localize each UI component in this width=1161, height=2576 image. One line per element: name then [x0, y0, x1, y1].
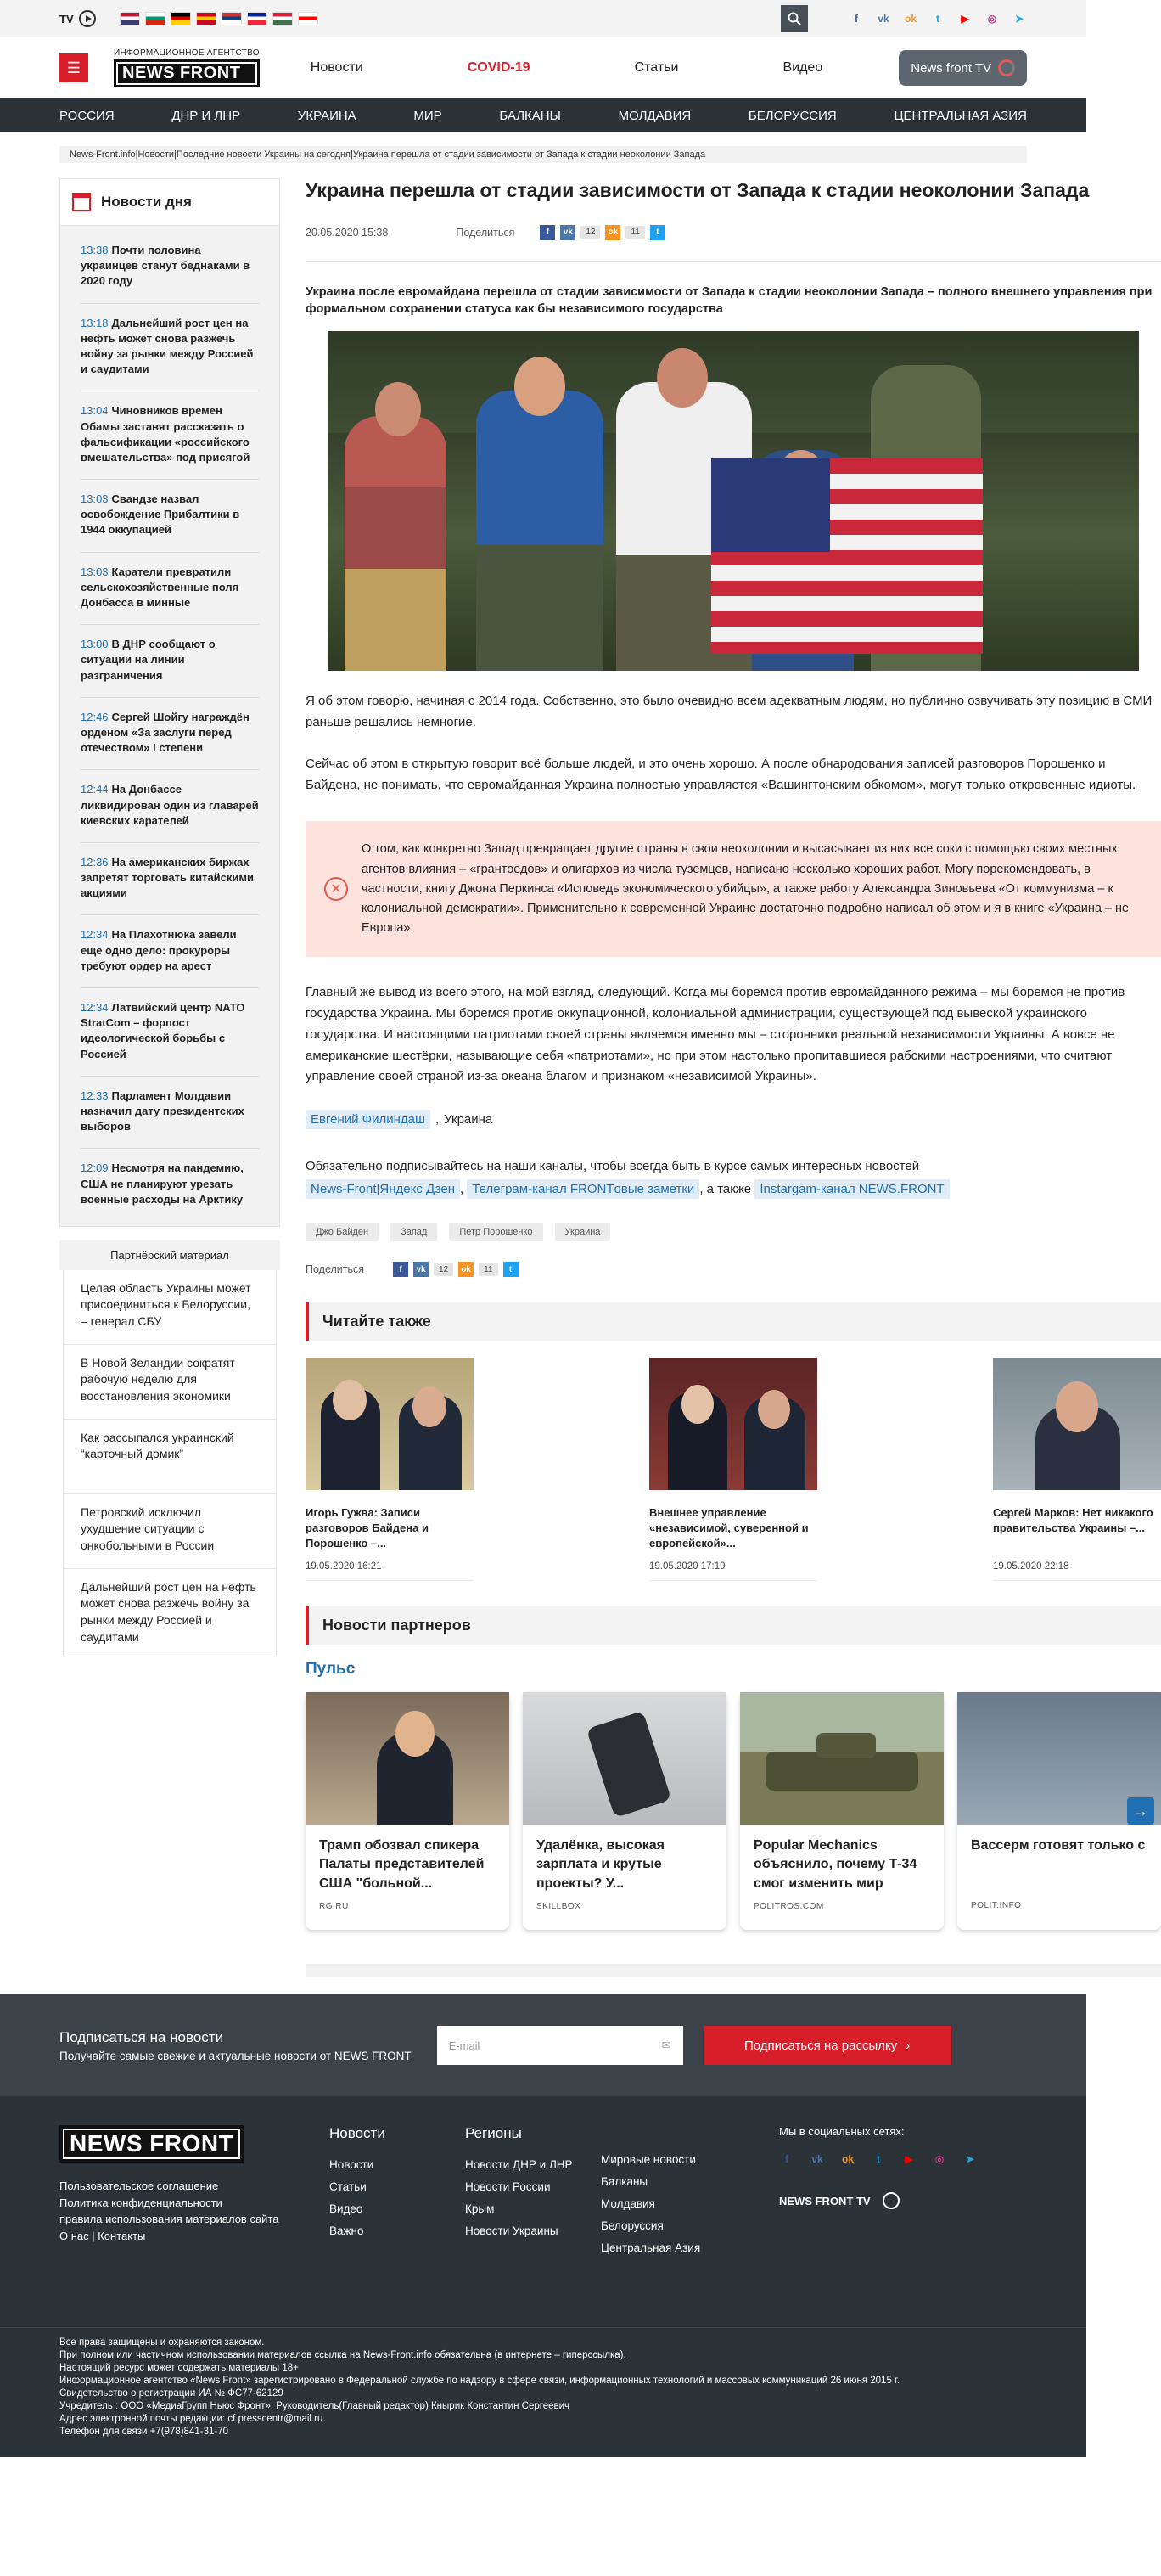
nav-articles[interactable]: Статьи — [634, 60, 679, 75]
share-facebook-icon[interactable]: f — [393, 1262, 408, 1277]
hamburger-icon: ☰ — [66, 59, 81, 76]
article-date: 20.05.2020 15:38 — [306, 226, 389, 239]
read-also-card[interactable] — [649, 1358, 817, 1581]
partner-headline: Удалёнка, высокая зарплата и крутые проекты? У... — [536, 1838, 665, 1891]
read-also-headline: Игорь Гужва: Записи разговоров Байдена и Порошенко –... — [306, 1506, 429, 1550]
legal-line: Телефон для связи +7(978)841-31-70 — [59, 2426, 228, 2437]
instagram-icon[interactable]: ◎ — [987, 13, 997, 25]
odnoklassniki-icon[interactable]: ok — [904, 13, 917, 25]
news-time: 12:09 — [81, 1161, 109, 1175]
footer-regions-column — [465, 2125, 601, 2259]
channel-link-telegram[interactable]: Телеграм-канал FRONTовые заметки — [467, 1179, 699, 1199]
region-link[interactable]: МИР — [413, 108, 442, 123]
news-time: 13:38 — [81, 244, 109, 256]
news-day-item[interactable] — [81, 698, 259, 771]
subscribe-text: Обязательно подписывайтесь на наши каналы, чтобы всегда быть в курсе самых интересных новостей — [306, 1159, 920, 1174]
nav-video[interactable]: Видео — [782, 60, 823, 75]
article-meta — [306, 225, 1161, 262]
read-also-title: Читайте также — [306, 1302, 1161, 1341]
region-link[interactable]: БАЛКАНЫ — [499, 108, 561, 123]
footer-news-link[interactable]: Видео — [329, 2202, 363, 2216]
news-of-day-title: Новости дня — [101, 194, 192, 210]
region-link[interactable]: ЦЕНТРАЛЬНАЯ АЗИЯ — [894, 108, 1027, 123]
partner-material-title: Партнёрский материал — [59, 1240, 280, 1270]
footer-social-title: Мы в социальных сетях: — [779, 2125, 905, 2139]
footer-region-link[interactable]: Новости Украины — [465, 2224, 558, 2238]
footer-regions-title: Регионы — [465, 2125, 522, 2142]
nav-news[interactable]: Новости — [310, 60, 363, 75]
legal-info — [0, 2327, 1086, 2457]
quote-text: О том, как конкретно Запад превращает другие страны в свои неоколонии и высасывает из них все соки с помощью своих местных агентов влияния – «грантоедов» и олигархов из числа туземцев, написано несколько хороших работ. Могу порекомендовать, в частности, книгу Джона Перкинса «Исповедь экономического убийцы», а также работу Александра Зиновьева «От коммунизма – к колониальной демократии». Применительно к современной Украине достаточно подробно написал об этом и я в книге «Украина – не Европа». — [362, 842, 1130, 936]
news-day-item[interactable] — [81, 553, 259, 626]
share-ok-icon[interactable]: ok — [605, 225, 620, 240]
puls-title[interactable]: Пульс — [306, 1660, 356, 1679]
menu-button[interactable] — [59, 53, 88, 82]
news-day-item[interactable] — [81, 625, 259, 698]
flag-fr-icon[interactable] — [247, 12, 267, 25]
news-time: 13:03 — [81, 492, 109, 506]
news-day-item[interactable] — [81, 391, 259, 480]
partner-headline: Вассерм готовят только с — [971, 1838, 1146, 1853]
news-headline: Почти половина украинцев станут беднаками в 2020 году — [81, 244, 250, 288]
region-link[interactable]: МОЛДАВИЯ — [618, 108, 692, 123]
footer-world-link[interactable]: Мировые новости — [601, 2153, 696, 2167]
partner-cards — [306, 1692, 1161, 1930]
newsletter-text: Получайте самые свежие и актуальные новости от NEWS FRONT — [59, 2049, 412, 2062]
region-link[interactable]: БЕЛОРУССИЯ — [748, 108, 837, 123]
region-link[interactable]: УКРАИНА — [297, 108, 356, 123]
footer-odnoklassniki-icon[interactable]: ok — [841, 2153, 854, 2166]
share-label: Поделиться — [456, 226, 515, 239]
share-vk-icon[interactable]: vk — [413, 1262, 429, 1277]
channel-link-dzen[interactable]: News-Front|Яндекс Дзен — [306, 1179, 460, 1199]
tv-link[interactable] — [59, 10, 96, 27]
partner-item[interactable]: Дальнейший рост цен на нефть может снова разжечь войну за рынки между Россией и саудитами — [63, 1569, 277, 1656]
share-twitter-icon[interactable]: t — [650, 225, 665, 240]
partner-source: SKILLBOX — [536, 1902, 581, 1912]
partner-card[interactable] — [523, 1692, 726, 1930]
news-headline: Парламент Молдавии назначил дату президентских выборов — [81, 1088, 244, 1133]
news-headline: Несмотря на пандемию, США не планируют урезать военные расходы на Арктику — [81, 1161, 244, 1206]
footer-legal-link[interactable]: О нас | Контакты — [59, 2229, 146, 2242]
read-also-card[interactable] — [993, 1358, 1161, 1581]
article-paragraph: Главный же вывод из всего этого, на мой взгляд, следующий. Когда мы боремся против евромайданного режима – мы боремся не против государства Украина. Мы боремся против оккупационной, колониальной администрации, существующей под вывеской украинского государства. И настоящими патриотами своей страны являемся именно мы – сторонники реальной независимости Украины. А вовсе не американские шестёрки, называющие себя «патриотами», но при этом настолько пропитавшиеся рабскими настроениями, что считают управление своей страной из-за океана благом и признаком «независимой Украины». — [306, 985, 1125, 1084]
footer-region-link[interactable]: Новости ДНР и ЛНР — [465, 2158, 573, 2172]
partner-source: POLITROS.COM — [754, 1902, 824, 1912]
share-vk-icon[interactable]: vk — [560, 225, 575, 240]
footer-tv-link[interactable] — [779, 2192, 978, 2209]
footer-world-link[interactable]: Белоруссия — [601, 2219, 664, 2233]
footer-twitter-icon[interactable]: t — [877, 2153, 880, 2166]
footer-vk-icon[interactable]: vk — [811, 2153, 823, 2166]
news-day-item[interactable] — [81, 915, 259, 988]
footer-world-link[interactable]: Центральная Азия — [601, 2241, 701, 2255]
footer-tv-label: NEWS FRONT TV — [779, 2194, 871, 2208]
carousel-next-arrow-icon[interactable]: → — [1127, 1797, 1154, 1825]
news-time: 13:18 — [81, 316, 109, 329]
news-headline: Чиновников времен Обамы заставят рассказать о фальсификации «российского вмешательства» под присягой — [81, 404, 250, 464]
tag-chip[interactable]: Петр Порошенко — [449, 1223, 542, 1241]
legal-line: Адрес электронной почты редакции: cf.presscentr@mail.ru. — [59, 2413, 326, 2424]
footer-region-link[interactable]: Крым — [465, 2202, 495, 2216]
author-separator: , — [435, 1112, 440, 1128]
read-also-headline: Сергей Марков: Нет никакого правительства Украины –... — [993, 1506, 1153, 1535]
subscribe-button-label: Подписаться на рассылку — [743, 2038, 898, 2053]
news-time: 12:34 — [81, 928, 109, 942]
partner-item[interactable]: Петровский исключил ухудшение ситуации с онкобольными в России — [63, 1494, 277, 1569]
flag-us-icon[interactable] — [120, 12, 140, 25]
news-time: 12:36 — [81, 855, 109, 869]
news-headline: Каратели превратили сельскохозяйственные поля Донбасса в минные — [81, 565, 239, 609]
footer-news-link[interactable]: Новости — [329, 2158, 374, 2172]
footer-news-link[interactable]: Статьи — [329, 2180, 367, 2194]
article-image — [328, 331, 1139, 671]
newsletter-title: Подписаться на новости — [59, 2028, 224, 2045]
partner-image — [523, 1692, 726, 1825]
telegram-icon[interactable]: ➤ — [1014, 13, 1024, 25]
share-count-ok: 11 — [479, 1263, 497, 1276]
subscribe-channels — [306, 1155, 1161, 1201]
read-also-date: 19.05.2020 22:18 — [993, 1561, 1161, 1581]
partner-item[interactable]: Как рассыпался украинский “карточный домик” — [63, 1420, 277, 1494]
footer-legal-links — [59, 2178, 329, 2244]
news-day-item[interactable] — [81, 770, 259, 843]
logo-tagline: ИНФОРМАЦИОННОЕ АГЕНТСТВО — [114, 48, 260, 58]
news-headline: На Плахотнюка завели еще одно дело: прокуроры требуют ордер на арест — [81, 928, 237, 972]
news-day-item[interactable] — [81, 231, 259, 304]
search-button[interactable] — [781, 5, 808, 32]
partner-item[interactable]: Целая область Украины может присоединиться к Белоруссии, – генерал СБУ — [63, 1270, 277, 1345]
news-headline: В ДНР сообщают о ситуации на линии разграничения — [81, 638, 216, 682]
news-headline: Сергей Шойгу награждён орденом «За заслуги перед отечеством» I степени — [81, 710, 250, 755]
channel-conjunction: , а также — [699, 1182, 752, 1197]
news-headline: На Донбассе ликвидирован один из главарей киевских карателей — [81, 783, 259, 827]
partner-card[interactable] — [740, 1692, 944, 1930]
news-front-tv-button[interactable] — [899, 50, 1027, 86]
footer-logo[interactable]: NEWS FRONT — [59, 2125, 244, 2163]
main-nav — [311, 60, 899, 76]
share-ok-icon[interactable]: ok — [458, 1262, 474, 1277]
flag-hu-icon[interactable] — [272, 12, 293, 25]
partner-item[interactable]: В Новой Зеландии сократят рабочую неделю для восстановления экономики — [63, 1345, 277, 1420]
article-author — [306, 1110, 1161, 1129]
footer-world-link[interactable]: Молдавия — [601, 2197, 655, 2211]
sidebar — [59, 178, 280, 1977]
news-time: 12:44 — [81, 783, 109, 796]
footer-youtube-icon[interactable]: ▶ — [905, 2153, 913, 2166]
channel-link-instagram[interactable]: Instargam-канал NEWS.FRONT — [754, 1179, 949, 1199]
partner-headline: Трамп обозвал спикера Палаты представителей США "больной... — [319, 1838, 485, 1891]
read-also-list — [306, 1358, 1161, 1581]
footer-instagram-icon[interactable]: ◎ — [934, 2153, 945, 2166]
news-time: 12:46 — [81, 710, 109, 723]
logo-text: NEWS FRONT — [114, 59, 260, 87]
read-also-card[interactable] — [306, 1358, 474, 1581]
footer-world-column — [601, 2125, 779, 2259]
youtube-icon[interactable]: ▶ — [961, 13, 969, 25]
email-placeholder: E-mail — [448, 2039, 480, 2052]
vk-icon[interactable]: vk — [878, 13, 889, 25]
read-also-date: 19.05.2020 17:19 — [649, 1561, 817, 1581]
news-day-item[interactable] — [81, 1077, 259, 1150]
news-day-item[interactable] — [81, 304, 259, 392]
share-twitter-icon[interactable]: t — [503, 1262, 519, 1277]
footer-telegram-icon[interactable]: ➤ — [965, 2153, 975, 2166]
share-label: Поделиться — [306, 1263, 365, 1276]
news-headline: На американских биржах запретят торговать китайскими акциями — [81, 855, 255, 900]
tv-button-label: News front TV — [911, 60, 991, 76]
social-links — [849, 11, 1027, 26]
flag-ge-icon[interactable] — [298, 12, 318, 25]
footer-news-column — [329, 2125, 465, 2259]
news-day-item[interactable] — [81, 843, 259, 916]
share-count-ok: 11 — [625, 226, 644, 239]
read-also-image — [649, 1358, 817, 1490]
legal-line: Информационное агентство «News Front» зарегистрировано в Федеральной службе по надзору в сфере связи, информационных технологий и массовых коммуникаций 26 июня 2015 г. — [59, 2375, 900, 2386]
partner-headline: Popular Mechanics объяснило, почему Т-34 смог изменить мир — [754, 1838, 917, 1891]
partner-image — [740, 1692, 944, 1825]
footer-facebook-icon[interactable]: f — [785, 2153, 788, 2166]
play-icon — [883, 2192, 900, 2209]
region-link[interactable]: РОССИЯ — [59, 108, 115, 123]
news-time: 13:00 — [81, 638, 109, 651]
share-bar — [456, 225, 665, 240]
footer-news-link[interactable]: Важно — [329, 2224, 364, 2238]
flag-de-icon[interactable] — [171, 12, 191, 25]
divider — [306, 1964, 1161, 1977]
partner-list — [63, 1270, 277, 1656]
news-of-day — [59, 178, 280, 1227]
regions-bar — [0, 98, 1086, 132]
read-also-date: 19.05.2020 16:21 — [306, 1561, 474, 1581]
search-icon — [788, 12, 801, 25]
twitter-icon[interactable]: t — [936, 13, 939, 25]
news-day-item[interactable] — [81, 480, 259, 553]
partner-source: POLIT.INFO — [971, 1901, 1022, 1911]
play-icon — [79, 10, 96, 27]
news-day-item[interactable] — [81, 1149, 259, 1221]
partner-source: RG.RU — [319, 1902, 349, 1912]
footer-legal-link[interactable]: Пользовательское соглашение — [59, 2179, 219, 2193]
news-time: 12:33 — [81, 1088, 109, 1102]
read-also-image — [993, 1358, 1161, 1490]
share-count-vk: 12 — [434, 1263, 453, 1276]
subscribe-button[interactable] — [704, 2026, 951, 2065]
legal-line: Учредитель : ООО «МедиаГрупп Ньюс Фронт», Руководитель(Главный редактор) Кнырик Константин Сергеевич — [59, 2400, 570, 2411]
tv-label: TV — [59, 12, 74, 25]
breadcrumb[interactable]: News-Front.info|Новости|Последние новости Украины на сегодня|Украина перешла от стадии зависимости от Запада к стадии неоколонии Запада — [59, 146, 1027, 163]
news-headline: Латвийский центр NATO StratCom – форпост идеологической борьбы с Россией — [81, 1001, 245, 1060]
region-link[interactable]: ДНР И ЛНР — [171, 108, 241, 123]
news-time: 12:34 — [81, 1001, 109, 1014]
flag-bg-icon[interactable] — [145, 12, 165, 25]
tag-chip[interactable]: Запад — [390, 1223, 437, 1241]
nav-covid[interactable]: COVID-19 — [467, 60, 530, 75]
legal-line: Свидетельство о регистрации ИА № ФС77-62129 — [59, 2388, 283, 2399]
news-time: 13:03 — [81, 565, 109, 578]
flag-es-icon[interactable] — [196, 12, 216, 25]
chevron-right-icon: › — [906, 2038, 911, 2053]
footer-news-title: Новости — [329, 2125, 385, 2142]
legal-line: Настоящий ресурс может содержать материалы 18+ — [59, 2362, 299, 2373]
site-header — [0, 37, 1086, 98]
legal-line: При полном или частичном использовании материалов ссылка на News-Front.info обязательна (в интернете – гиперссылка). — [59, 2349, 626, 2360]
footer-world-link[interactable]: Балканы — [601, 2175, 648, 2189]
email-field[interactable] — [437, 2026, 683, 2065]
article-lead: Украина после евромайдана перешла от стадии зависимости от Запада к стадии неоколонии Запада – полного внешнего управления при формальном сохранении статуса как бы независимого государства — [306, 284, 1153, 317]
article-tags — [306, 1223, 1161, 1241]
quote-icon: ✕ — [324, 877, 348, 901]
envelope-icon: ✉ — [661, 2039, 671, 2052]
footer-legal-link[interactable]: правила использования материалов сайта — [59, 2213, 279, 2226]
legal-line: Все права защищены и охраняются законом. — [59, 2337, 265, 2348]
calendar-icon — [72, 193, 91, 211]
footer-legal-link[interactable]: Политика конфиденциальности — [59, 2196, 222, 2209]
article-title: Украина перешла от стадии зависимости от Запада к стадии неоколонии Запада — [306, 179, 1090, 201]
read-also-image — [306, 1358, 474, 1490]
share-facebook-icon[interactable]: f — [540, 225, 555, 240]
read-also-headline: Внешнее управление «независимой, суверенной и европейской»... — [649, 1506, 809, 1550]
share-bar-bottom — [306, 1262, 1161, 1277]
news-headline: Свандзе назвал освобождение Прибалтики в 1944 оккупацией — [81, 492, 240, 537]
language-flags — [120, 12, 318, 25]
article-quote — [306, 821, 1161, 957]
author-link[interactable]: Евгений Филиндаш — [306, 1110, 430, 1129]
share-count-vk: 12 — [580, 226, 600, 239]
tag-chip[interactable]: Украина — [555, 1223, 611, 1241]
author-source: Украина — [444, 1112, 493, 1128]
site-footer — [0, 2096, 1086, 2327]
tag-chip[interactable]: Джо Байден — [306, 1223, 379, 1241]
article-paragraph: Я об этом говорю, начиная с 2014 года. Собственно, это было очевидно всем адекватным людям, но публично озвучивать эту позицию в СМИ раньше решались немногие. — [306, 694, 1153, 730]
footer-region-link[interactable]: Новости России — [465, 2180, 551, 2194]
news-day-item[interactable] — [81, 988, 259, 1077]
channel-separator: , — [460, 1182, 464, 1197]
top-bar — [0, 0, 1086, 37]
site-logo[interactable] — [114, 48, 260, 87]
news-headline: Дальнейший рост цен на нефть может снова разжечь войну за рынки между Россией и саудитами — [81, 316, 254, 376]
newsletter-section — [0, 1994, 1086, 2096]
news-time: 13:04 — [81, 404, 109, 418]
facebook-icon[interactable]: f — [855, 13, 858, 25]
flag-rs-icon[interactable] — [222, 12, 242, 25]
article-paragraph: Сейчас об этом в открытую говорит всё больше людей, и это очень хорошо. А после обнародования записей разговоров Порошенко и Байдена, не понимать, что евромайданная Украина полностью управляется «Вашингтонским обкомом», могут только откровенные идиоты. — [306, 756, 1136, 792]
partners-title: Новости партнеров — [306, 1606, 1161, 1645]
article — [306, 178, 1161, 1977]
partner-card[interactable] — [306, 1692, 509, 1930]
footer-social — [779, 2125, 978, 2259]
partner-image — [306, 1692, 509, 1825]
tv-ring-icon — [998, 59, 1015, 76]
